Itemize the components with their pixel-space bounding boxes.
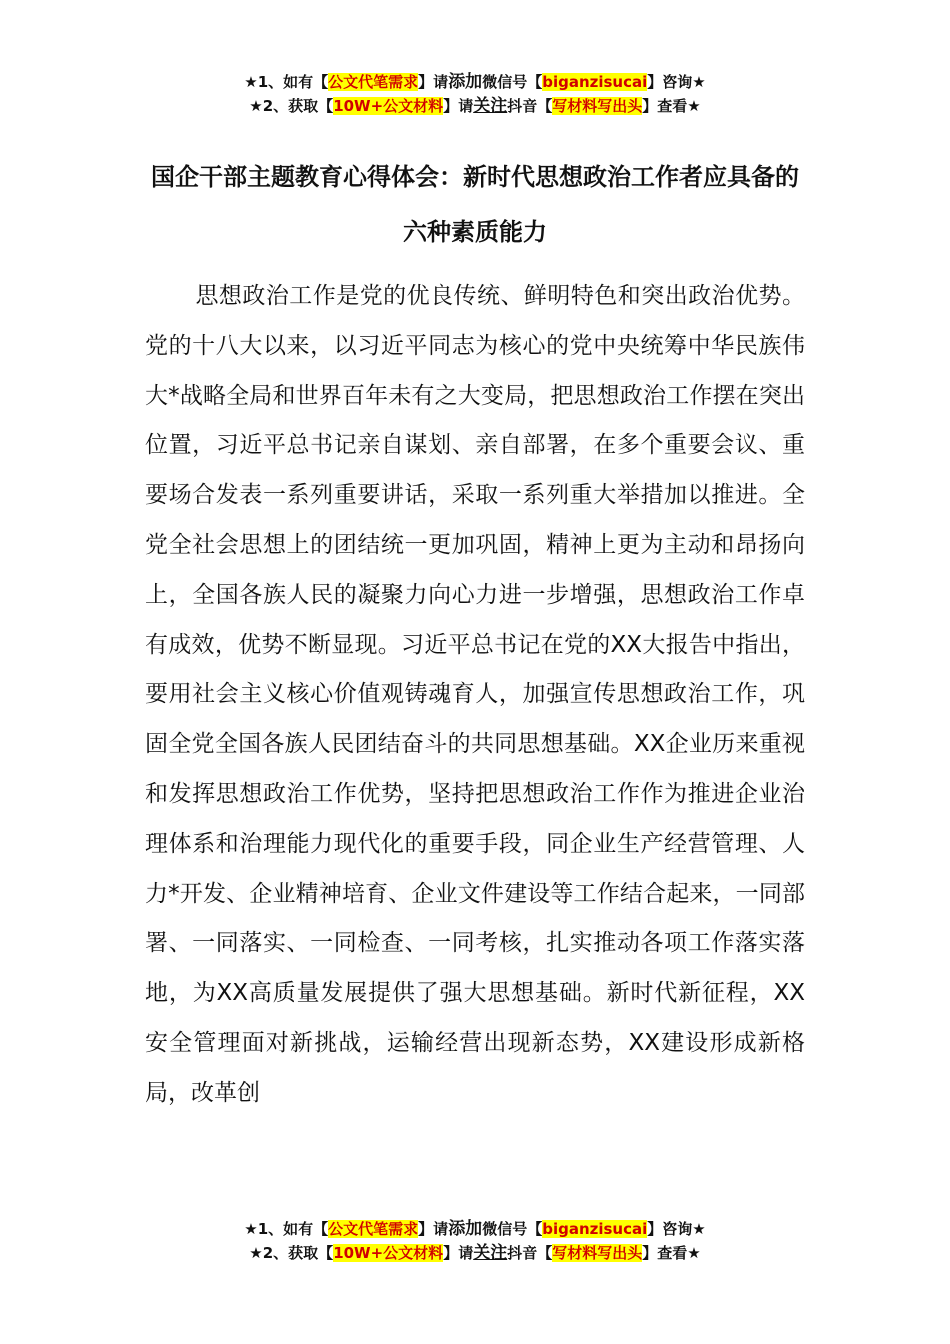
promo-line-1-prefix: ★1、如有【 (244, 1220, 329, 1238)
promo-line-1 (0, 70, 950, 94)
promo-line-2-text-2: 抖音【 (507, 1244, 553, 1262)
promo-line-2-highlight-materials: 10W+公文材料 (333, 1244, 444, 1262)
promo-line-1-wechat-id: biganzisucai (542, 73, 648, 91)
promo-line-1-wechat-id: biganzisucai (542, 1220, 648, 1238)
promo-line-1-emphasis: 添加 (448, 1219, 483, 1239)
promo-line-2 (0, 1241, 950, 1265)
promo-line-2-prefix: ★2、获取【 (249, 97, 334, 115)
promo-line-2-suffix: 】查看★ (642, 1244, 701, 1262)
document-body (145, 272, 805, 1119)
promo-line-2-douyin-account: 写材料写出头 (552, 97, 643, 115)
promo-line-1-highlight-service: 公文代笔需求 (328, 1220, 419, 1238)
promo-line-1-text-2: 微信号【 (482, 73, 543, 91)
promo-line-1-suffix: 】咨询★ (647, 1220, 706, 1238)
promo-line-2-prefix: ★2、获取【 (249, 1244, 334, 1262)
promo-line-1-text: 】请 (418, 73, 449, 91)
promo-line-2-douyin-account: 写材料写出头 (552, 1244, 643, 1262)
promo-line-1-suffix: 】咨询★ (647, 73, 706, 91)
bottom-promo-banner (0, 1217, 950, 1265)
promo-line-2 (0, 94, 950, 118)
promo-line-1-text-2: 微信号【 (482, 1220, 543, 1238)
document-title: 国企干部主题教育心得体会：新时代思想政治工作者应具备的六种素质能力 (151, 163, 799, 246)
promo-line-1-prefix: ★1、如有【 (244, 73, 329, 91)
promo-line-2-emphasis: 关注 (473, 96, 508, 116)
promo-line-1-text: 】请 (418, 1220, 449, 1238)
promo-line-2-highlight-materials: 10W+公文材料 (333, 97, 444, 115)
top-promo-banner (0, 70, 950, 118)
promo-line-2-text: 】请 (443, 97, 474, 115)
promo-line-2-text-2: 抖音【 (507, 97, 553, 115)
promo-line-2-emphasis: 关注 (473, 1243, 508, 1263)
promo-line-1 (0, 1217, 950, 1241)
body-paragraph: 思想政治工作是党的优良传统、鲜明特色和突出政治优势。党的十八大以来，以习近平同志为核心的党中央统筹中华民族伟大*战略全局和世界百年未有之大变局，把思想政治工作摆在突出位置，习近平总书记亲自谋划、亲自部署，在多个重要会议、重要场合发表一系列重要讲话，采取一系列重大举措加以推进。全党全社会思想上的团结统一更加巩固，精神上更为主动和昂扬向上，全国各族人民的凝聚力向心力进一步增强，思想政治工作卓有成效，优势不断显现。习近平总书记在党的XX大报告中指出，要用社会主义核心价值观铸魂育人，加强宣传思想政治工作，巩固全党全国各族人民团结奋斗的共同思想基础。XX企业历来重视和发挥思想政治工作优势，坚持把思想政治工作作为推进企业治理体系和治理能力现代化的重要手段，同企业生产经营管理、人力*开发、企业精神培育、企业文件建设等工作结合起来，一同部署、一同落实、一同检查、一同考核，扎实推动各项工作落实落地，为XX高质量发展提供了强大思想基础。新时代新征程，XX安全管理面对新挑战，运输经营出现新态势，XX建设形成新格局，改革创 (145, 283, 805, 1106)
promo-line-2-text: 】请 (443, 1244, 474, 1262)
promo-line-2-suffix: 】查看★ (642, 97, 701, 115)
promo-line-1-emphasis: 添加 (448, 72, 483, 92)
promo-line-1-highlight-service: 公文代笔需求 (328, 73, 419, 91)
